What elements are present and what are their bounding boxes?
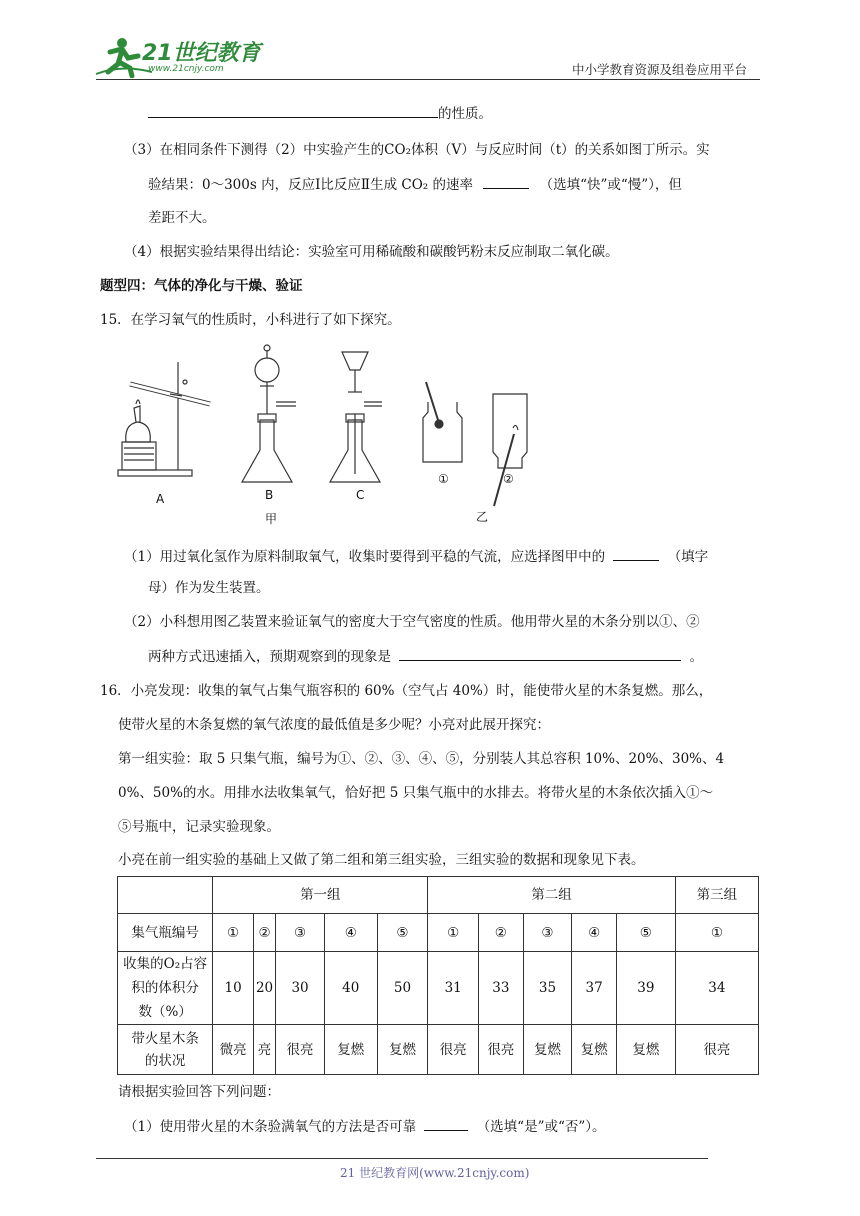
table-cell: 37 [572, 952, 617, 1025]
table-cell: 复燃 [523, 1025, 572, 1075]
table-row [118, 952, 759, 1025]
table-cell: 40 [324, 952, 377, 1025]
table-cell: ⑤ [377, 914, 428, 952]
platform-title: 中小学教育资源及组卷应用平台 [572, 62, 748, 77]
table-cell: 33 [479, 952, 524, 1025]
table-cell: 很亮 [675, 1025, 758, 1075]
logo-text: 21世纪教育 [142, 41, 261, 66]
q16-line-5: ⑤号瓶中，记录实验现象。 [118, 819, 280, 835]
table-row [118, 1025, 759, 1075]
table-cell: ① [213, 914, 254, 952]
table-row [118, 877, 759, 914]
table-cell: 10 [213, 952, 254, 1025]
table-cell: 31 [428, 952, 479, 1025]
table-cell: 微亮 [213, 1025, 254, 1075]
table-cell: ③ [276, 914, 325, 952]
table-cell: 39 [616, 952, 675, 1025]
q3-line-3: 差距不大。 [148, 210, 216, 226]
q16-line-3: 第一组实验：取 5 只集气瓶，编号为①、②、③、④、⑤，分别装人其总容积 10%、20%、30%、4 [118, 751, 725, 767]
answer-blank[interactable] [613, 546, 659, 561]
table-cell: ② [479, 914, 524, 952]
table-cell: 34 [675, 952, 758, 1025]
table-cell: ② [253, 914, 275, 952]
table-cell: 复燃 [324, 1025, 377, 1075]
answer-blank[interactable] [148, 103, 438, 118]
apparatus-figure [110, 342, 530, 532]
table-row [118, 914, 759, 952]
header-rule [96, 79, 760, 80]
table-cell: 35 [523, 952, 572, 1025]
q16-line-6: 小亮在前一组实验的基础上又做了第二组和第三组实验，三组实验的数据和现象见下表。 [118, 852, 645, 868]
table-cell: ① [675, 914, 758, 952]
footer-text: 21 世纪教育网(www.21cnjy.com) [340, 1166, 530, 1180]
q15-2-line-2: 两种方式迅速插入，预期观察到的现象是 。 [148, 646, 703, 667]
row-label: 带火星木条 的状况 [118, 1025, 213, 1075]
q3-line-1: （3）在相同条件下测得（2）中实验产生的CO₂体积（V）与反应时间（t）的关系如图丁所示。实 [124, 142, 710, 158]
label-b: B [265, 488, 274, 502]
label-jia: 甲 [265, 512, 278, 526]
q16-line-2: 使带火星的木条复燃的氧气浓度的最低值是多少呢？小亮对此展开探究： [118, 717, 550, 733]
table-cell: 亮 [253, 1025, 275, 1075]
table-cell: 很亮 [479, 1025, 524, 1075]
answer-blank[interactable] [399, 646, 681, 661]
answer-blank[interactable] [483, 174, 529, 189]
table-cell: 复燃 [616, 1025, 675, 1075]
label-1: ① [438, 472, 449, 486]
group-header: 第三组 [675, 877, 758, 914]
group-header: 第二组 [428, 877, 675, 914]
label-yi: 乙 [476, 510, 489, 524]
label-a: A [156, 492, 165, 506]
table-cell [118, 877, 213, 914]
table-cell: 复燃 [572, 1025, 617, 1075]
table-cell: ① [428, 914, 479, 952]
table-cell: ⑤ [616, 914, 675, 952]
label-2: ② [503, 472, 514, 486]
footer-rule [96, 1158, 708, 1159]
answer-blank[interactable] [424, 1116, 468, 1131]
table-cell: 50 [377, 952, 428, 1025]
header-logo [92, 34, 262, 78]
line-property: 的性质。 [148, 103, 492, 124]
q15-1-line-2: 母）作为发生装置。 [148, 580, 270, 596]
group-header: 第一组 [213, 877, 428, 914]
row-label: 集气瓶编号 [118, 914, 213, 952]
experiment-table [117, 876, 759, 1075]
q16-line-4: 0%、50%的水。用排水法收集氧气，恰好把 5 只集气瓶中的水排去。将带火星的木条依次插入①～ [118, 785, 714, 801]
table-cell: 很亮 [428, 1025, 479, 1075]
table-cell: 复燃 [377, 1025, 428, 1075]
logo-url: www.21cnjy.com [148, 64, 224, 74]
table-cell: 很亮 [276, 1025, 325, 1075]
q15-stem: 15．在学习氧气的性质时，小科进行了如下探究。 [100, 312, 401, 328]
table-cell: ④ [324, 914, 377, 952]
q16-1-line: （1）使用带火星的木条验满氧气的方法是否可靠 （选填“是”或“否”）。 [124, 1116, 606, 1137]
q15-2-line-1: （2）小科想用图乙装置来验证氧气的密度大于空气密度的性质。他用带火星的木条分别以①、② [124, 614, 700, 630]
q15-1-line-1: （1）用过氧化氢作为原料制取氧气，收集时要得到平稳的气流，应选择图甲中的 （填字 [124, 546, 708, 567]
table-cell: 20 [253, 952, 275, 1025]
after-table-line: 请根据实验回答下列问题： [118, 1084, 280, 1100]
q3-line-2: 验结果：0～300s 内，反应Ⅰ比反应Ⅱ生成 CO₂ 的速率 （选填“快”或“慢”），但 [148, 174, 682, 195]
q4-line: （4）根据实验结果得出结论：实验室可用稀硫酸和碳酸钙粉末反应制取二氧化碳。 [124, 244, 619, 260]
table-cell: 30 [276, 952, 325, 1025]
q16-line-1: 16．小亮发现：收集的氧气占集气瓶容积的 60%（空气占 40%）时，能使带火星的木条复燃。那么， [100, 683, 713, 699]
label-c: C [356, 488, 365, 502]
row-label: 收集的O₂占容 积的体积分 数（%） [118, 952, 213, 1025]
table-cell: ④ [572, 914, 617, 952]
section-heading: 题型四：气体的净化与干燥、验证 [100, 278, 303, 294]
apparatus-diagram [110, 342, 530, 532]
stand-base [118, 470, 192, 476]
table-cell: ③ [523, 914, 572, 952]
